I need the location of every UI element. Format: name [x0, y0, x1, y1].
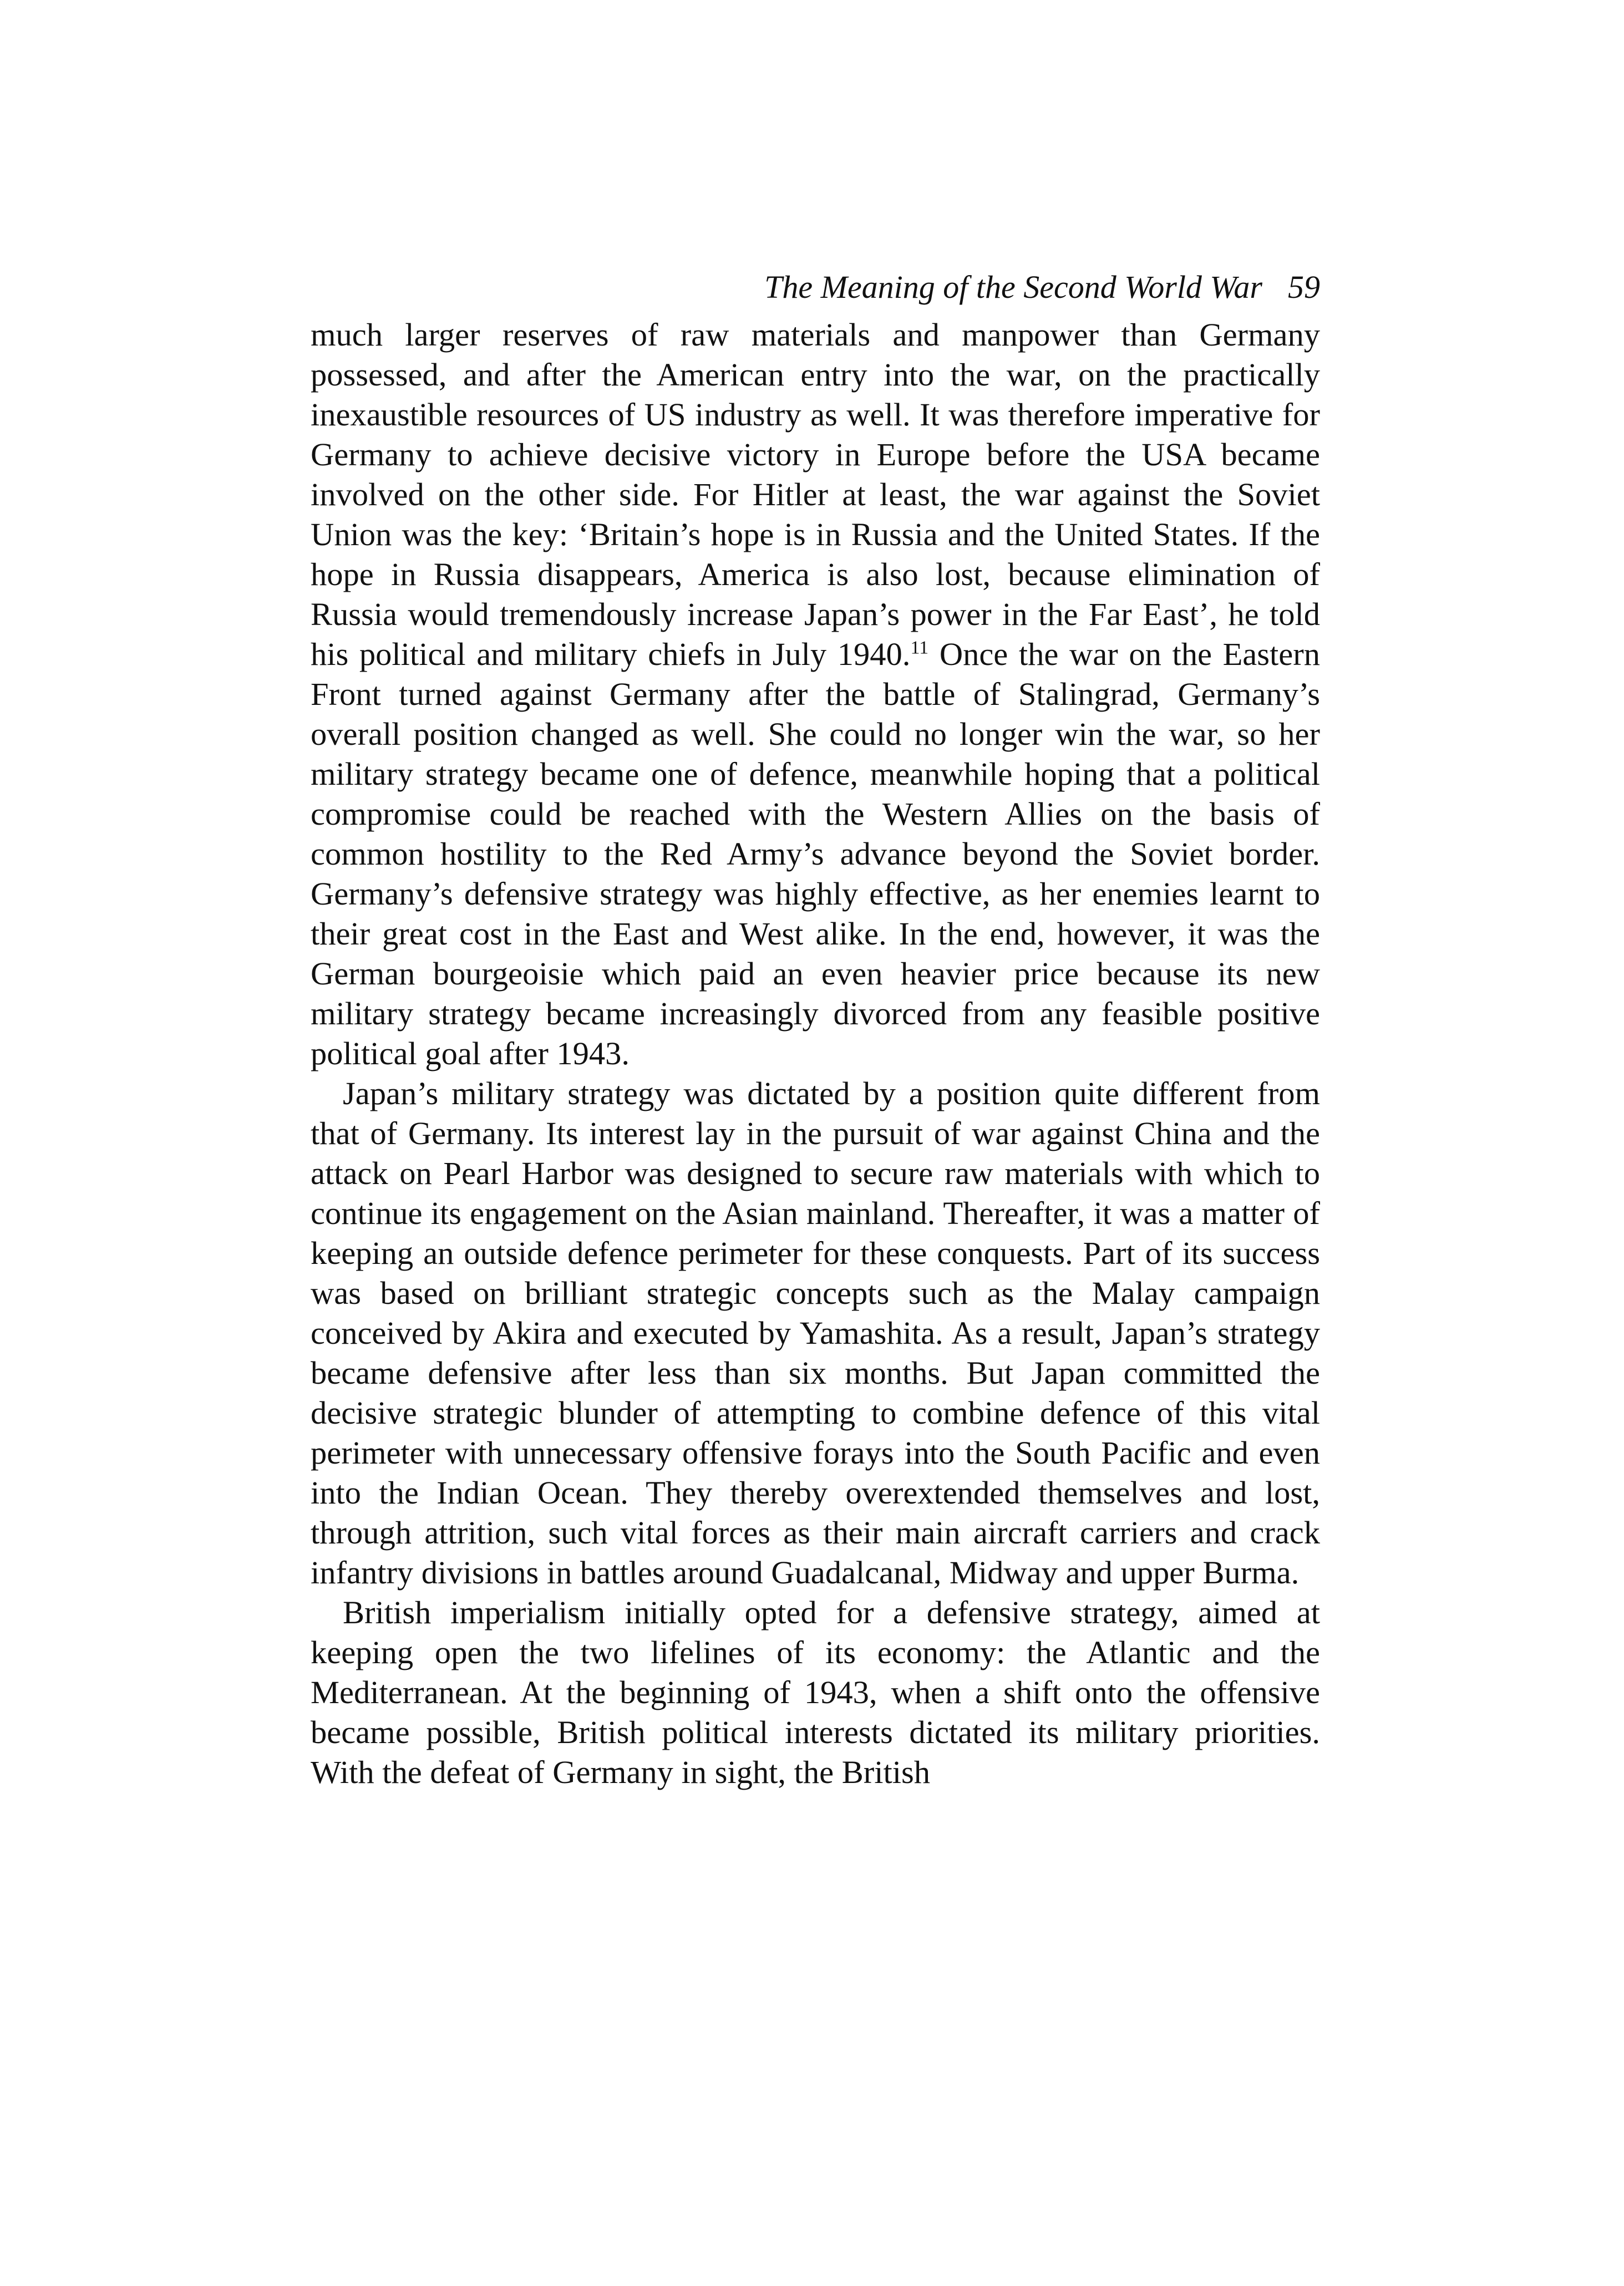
page-number: 59: [1288, 269, 1320, 305]
paragraph-text: Once the war on the Eastern Front turned against Germany after the battle of Stalingrad, Germany’s overall position changed as well. She could no longer win the war, so her military strategy became one of defence, meanwhile hoping that a political compromise could be reached with the Western Allies on the basis of common hostility to the Red Army’s advance beyond the Soviet border. Germany’s defensive strategy was highly effective, as her enemies learnt to their great cost in the East and West alike. In the end, however, it was the German bourgeoisie which paid an even heavier price because its new military strategy became increasingly divorced from any feasible positive political goal after 1943.: [311, 636, 1320, 1071]
paragraph: [311, 315, 1320, 1074]
running-head: [311, 265, 1320, 309]
paragraph: British imperialism initially opted for a defensive strategy, aimed at keeping open the two lifelines of its economy: the Atlantic and the Mediterranean. At the beginning of 1943, when a shift onto the offensive became possible, British political interests dictated its military priorities. With the defeat of Germany in sight, the British: [311, 1594, 1320, 1790]
paragraph-text: much larger reserves of raw materials and manpower than Germany possessed, and after the American entry into the war, on the practically inexaustible resources of US industry as well. It was therefore imperative for Germany to achieve decisive victory in Europe before the USA became involved on the other side. For Hitler at least, the war against the Soviet Union was the key: ‘Britain’s hope is in Russia and the United States. If the hope in Russia disappears, America is also lost, because elimination of Russia would tremendously increase Japan’s power in the Far East’, he told his political and military chiefs in July 1940.: [311, 317, 1320, 672]
body-text: [311, 315, 1320, 1792]
book-page: [311, 265, 1320, 1792]
footnote-reference: 11: [910, 637, 929, 658]
running-head-title: The Meaning of the Second World War: [764, 269, 1262, 305]
paragraph: Japan’s military strategy was dictated by a position quite different from that of Germany. Its interest lay in the pursuit of war against China and the attack on Pearl Harbor was designed to secure raw materials with which to continue its engagement on the Asian mainland. Thereafter, it was a matter of keeping an outside defence perimeter for these conquests. Part of its success was based on brilliant strategic concepts such as the Malay campaign conceived by Akira and executed by Yamashita. As a result, Japan’s strategy became defensive after less than six months. But Japan committed the decisive strategic blunder of attempting to combine defence of this vital perimeter with unnecessary offensive forays into the South Pacific and even into the Indian Ocean. They thereby overextended themselves and lost, through attrition, such vital forces as their main aircraft carriers and crack infantry divisions in battles around Guadalcanal, Midway and upper Burma.: [311, 1075, 1320, 1591]
